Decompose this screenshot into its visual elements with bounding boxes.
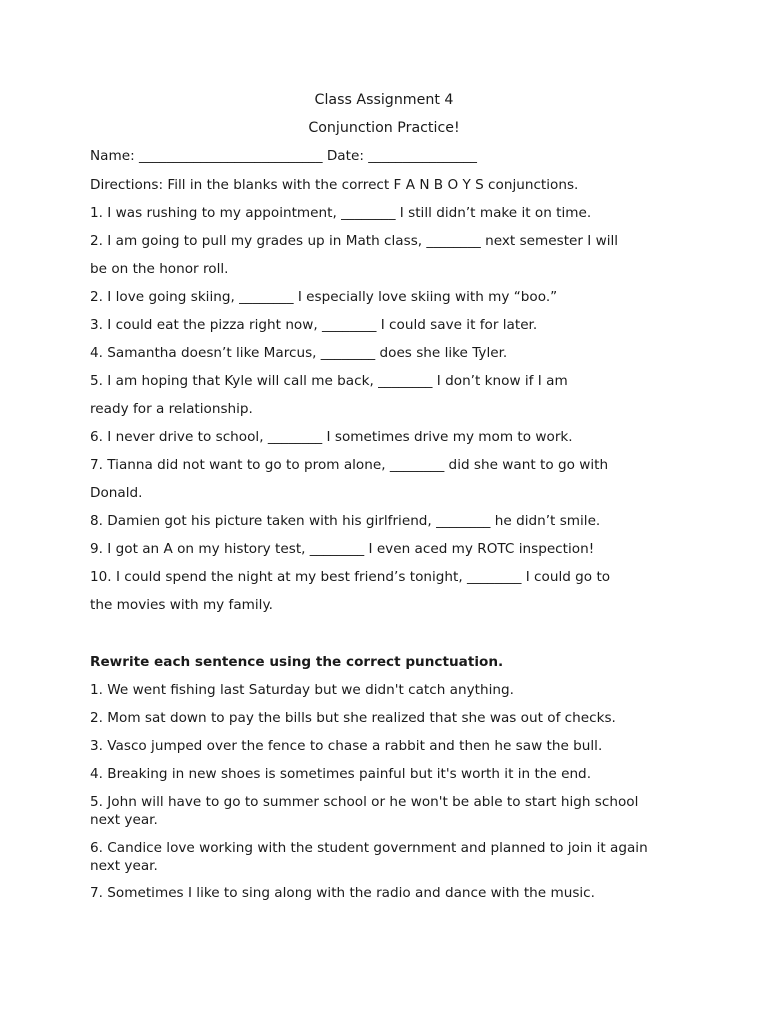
rewrite-line: next year.: [90, 858, 158, 874]
exercise-line: 5. I am hoping that Kyle will call me back, ________ I don’t know if I am: [90, 373, 568, 389]
rewrite-line: 4. Breaking in new shoes is sometimes painful but it's worth it in the end.: [90, 766, 592, 782]
assignment-subtitle: Conjunction Practice!: [308, 120, 460, 136]
rewrite-line: 3. Vasco jumped over the fence to chase a rabbit and then he saw the bull.: [90, 738, 603, 754]
exercise-line: 10. I could spend the night at my best friend’s tonight, ________ I could go to: [90, 569, 611, 585]
exercise-line: 4. Samantha doesn’t like Marcus, ________ does she like Tyler.: [90, 345, 508, 361]
rewrite-heading: Rewrite each sentence using the correct punctuation.: [90, 654, 504, 670]
exercise-line: be on the honor roll.: [90, 261, 229, 277]
rewrite-line: 2. Mom sat down to pay the bills but she realized that she was out of checks.: [90, 710, 616, 726]
assignment-title: Class Assignment 4: [314, 92, 454, 108]
rewrite-line: next year.: [90, 812, 158, 828]
exercise-line: 8. Damien got his picture taken with his girlfriend, ________ he didn’t smile.: [90, 513, 601, 529]
exercise-line: 2. I love going skiing, ________ I especially love skiing with my “boo.”: [90, 289, 558, 305]
exercise-line: 9. I got an A on my history test, ________ I even aced my ROTC inspection!: [90, 541, 595, 557]
exercise-line: 2. I am going to pull my grades up in Math class, ________ next semester I will: [90, 233, 619, 249]
directions: Directions: Fill in the blanks with the correct F A N B O Y S conjunctions.: [90, 177, 579, 193]
rewrite-line: 1. We went fishing last Saturday but we didn't catch anything.: [90, 682, 514, 698]
rewrite-line: 5. John will have to go to summer school or he won't be able to start high school: [90, 794, 639, 810]
exercise-line: ready for a relationship.: [90, 401, 253, 417]
exercise-line: 3. I could eat the pizza right now, ________ I could save it for later.: [90, 317, 538, 333]
name-date-line: Name: ___________________________ Date: ________________: [90, 148, 477, 164]
exercise-line: the movies with my family.: [90, 597, 273, 613]
rewrite-line: 6. Candice love working with the student government and planned to join it again: [90, 840, 648, 856]
exercise-line: 6. I never drive to school, ________ I sometimes drive my mom to work.: [90, 429, 573, 445]
exercise-line: 1. I was rushing to my appointment, ________ I still didn’t make it on time.: [90, 205, 592, 221]
exercise-line: Donald.: [90, 485, 143, 501]
exercise-line: 7. Tianna did not want to go to prom alone, ________ did she want to go with: [90, 457, 609, 473]
rewrite-line: 7. Sometimes I like to sing along with the radio and dance with the music.: [90, 885, 595, 901]
